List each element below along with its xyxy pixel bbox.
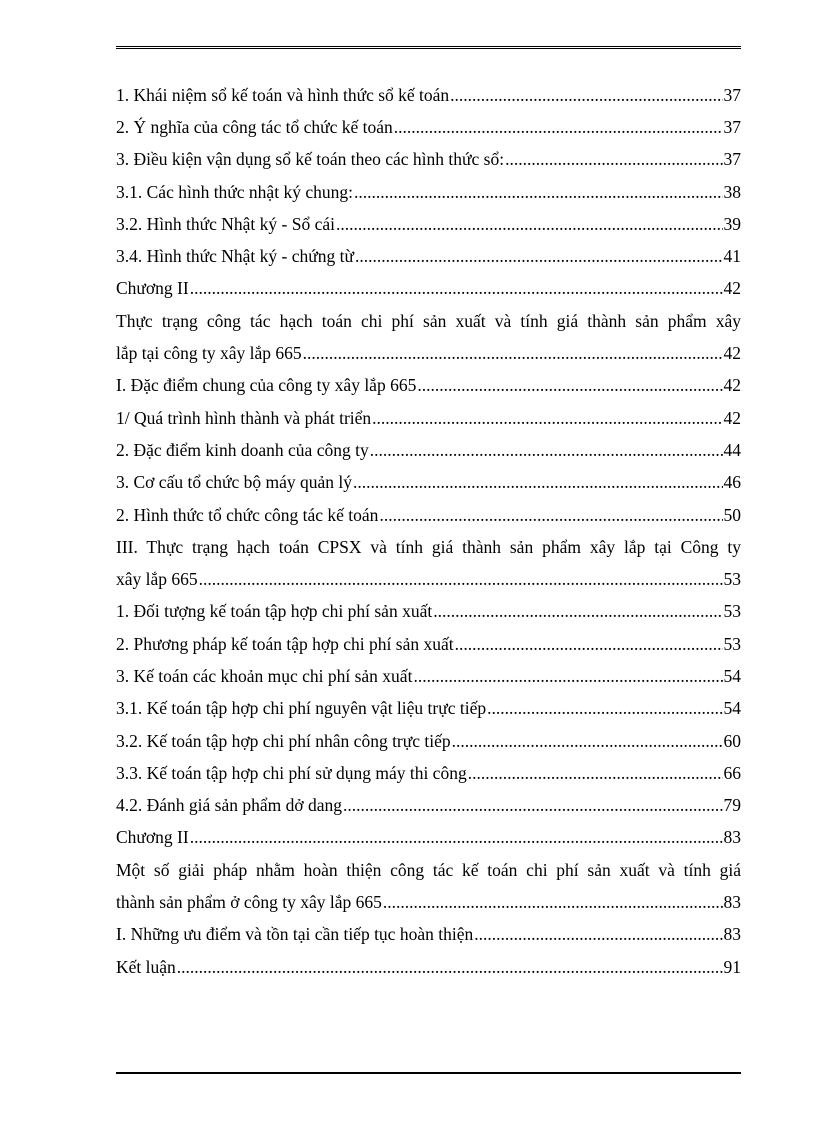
toc-leader-dots bbox=[303, 343, 723, 364]
toc-leader-dots bbox=[394, 117, 723, 138]
toc-entry-wrapped bbox=[116, 854, 741, 886]
toc-entry-page: 42 bbox=[723, 343, 741, 364]
toc-entry-page: 46 bbox=[723, 472, 741, 493]
toc-entry-wrapped bbox=[116, 531, 741, 563]
toc-entry-wrapped bbox=[116, 305, 741, 337]
toc-entry-page: 42 bbox=[723, 407, 741, 428]
toc-leader-dots bbox=[452, 731, 723, 752]
toc-entry bbox=[116, 337, 741, 369]
toc-entry-page: 44 bbox=[723, 439, 741, 460]
toc-entry-label: xây lắp 665 bbox=[116, 569, 198, 590]
toc-entry-label: 3. Kế toán các khoản mục chi phí sản xuất bbox=[116, 665, 413, 686]
toc-entry-page: 50 bbox=[723, 504, 741, 525]
toc-leader-dots bbox=[474, 924, 722, 945]
toc-leader-dots bbox=[355, 246, 723, 267]
toc-entry bbox=[116, 693, 741, 725]
toc-entry-page: 60 bbox=[723, 730, 741, 751]
toc-entry bbox=[116, 240, 741, 272]
toc-entry-label: 3. Điều kiện vận dụng sổ kế toán theo các hình thức sổ: bbox=[116, 149, 505, 170]
toc-leader-dots bbox=[354, 182, 723, 203]
toc-entry-page: 83 bbox=[723, 892, 741, 913]
toc-entry-page: 79 bbox=[723, 795, 741, 816]
toc-entry-label: 1. Khái niệm sổ kế toán và hình thức sổ kế toán bbox=[116, 84, 450, 105]
toc-entry-page: 42 bbox=[723, 278, 741, 299]
toc-entry-label: 2. Đặc điểm kinh doanh của công ty bbox=[116, 439, 369, 460]
toc-entry-page: 37 bbox=[723, 84, 741, 105]
toc-entry-page: 66 bbox=[723, 762, 741, 783]
toc-entry-page: 41 bbox=[723, 246, 741, 267]
toc-entry bbox=[116, 660, 741, 692]
toc-entry bbox=[116, 144, 741, 176]
toc-entry-page: 83 bbox=[723, 827, 741, 848]
toc-entry-page: 54 bbox=[723, 665, 741, 686]
toc-entry bbox=[116, 563, 741, 595]
toc-entry-page: 53 bbox=[723, 601, 741, 622]
toc-leader-dots bbox=[336, 214, 723, 235]
toc-leader-dots bbox=[433, 601, 722, 622]
toc-entry-page: 37 bbox=[723, 116, 741, 137]
toc-entry-label: Một số giải pháp nhằm hoàn thiện công tác kế toán chi phí sản xuất và tính giá bbox=[116, 859, 741, 880]
toc-entry bbox=[116, 790, 741, 822]
toc-entry-label: 3.2. Hình thức Nhật ký - Sổ cái bbox=[116, 213, 335, 234]
toc-entry-label: 3.2. Kế toán tập hợp chi phí nhân công trực tiếp bbox=[116, 730, 451, 751]
toc-entry-label: 2. Ý nghĩa của công tác tổ chức kế toán bbox=[116, 116, 393, 137]
toc-entry bbox=[116, 628, 741, 660]
toc-leader-dots bbox=[199, 569, 723, 590]
toc-entry-page: 37 bbox=[723, 149, 741, 170]
toc-leader-dots bbox=[177, 957, 723, 978]
toc-entry-label: lắp tại công ty xây lắp 665 bbox=[116, 343, 302, 364]
toc-entry-label: I. Những ưu điểm và tồn tại cần tiếp tục hoàn thiện bbox=[116, 924, 474, 945]
header-rule bbox=[116, 46, 741, 49]
toc-leader-dots bbox=[190, 827, 723, 848]
toc-entry-label: 1/ Quá trình hình thành và phát triển bbox=[116, 407, 372, 428]
toc-entry bbox=[116, 111, 741, 143]
toc-entry-label: Chương II bbox=[116, 827, 189, 848]
toc-entry-label: 3. Cơ cấu tổ chức bộ máy quản lý bbox=[116, 472, 352, 493]
toc-entry bbox=[116, 951, 741, 983]
toc-leader-dots bbox=[450, 85, 722, 106]
toc-entry-page: 39 bbox=[723, 213, 741, 234]
toc-leader-dots bbox=[487, 698, 722, 719]
toc-entry bbox=[116, 467, 741, 499]
toc-entry-label: I. Đặc điểm chung của công ty xây lắp 665 bbox=[116, 375, 417, 396]
toc-entry-label: Thực trạng công tác hạch toán chi phí sản xuất và tính giá thành sản phẩm xây bbox=[116, 310, 741, 331]
toc-leader-dots bbox=[370, 440, 723, 461]
toc-leader-dots bbox=[372, 408, 722, 429]
toc-entry-label: thành sản phẩm ở công ty xây lắp 665 bbox=[116, 892, 382, 913]
toc-leader-dots bbox=[383, 892, 723, 913]
toc-entry-label: Chương II bbox=[116, 278, 189, 299]
toc-leader-dots bbox=[190, 278, 723, 299]
toc-entry-label: 3.1. Kế toán tập hợp chi phí nguyên vật liệu trực tiếp bbox=[116, 698, 487, 719]
toc-entry-label: 2. Phương pháp kế toán tập hợp chi phí sản xuất bbox=[116, 633, 454, 654]
toc-entry-label: 3.3. Kế toán tập hợp chi phí sử dụng máy thi công bbox=[116, 762, 467, 783]
toc-entry-page: 38 bbox=[723, 181, 741, 202]
toc-entry-label: 1. Đối tượng kế toán tập hợp chi phí sản xuất bbox=[116, 601, 433, 622]
toc-entry-label: III. Thực trạng hạch toán CPSX và tính giá thành sản phẩm xây lắp tại Công ty bbox=[116, 536, 741, 557]
toc-entry bbox=[116, 79, 741, 111]
toc-entry bbox=[116, 273, 741, 305]
toc-entry bbox=[116, 886, 741, 918]
toc-entry bbox=[116, 919, 741, 951]
toc-entry-label: Kết luận bbox=[116, 956, 176, 977]
toc-entry bbox=[116, 499, 741, 531]
toc-entry bbox=[116, 757, 741, 789]
toc-entry-page: 53 bbox=[723, 569, 741, 590]
toc-entry bbox=[116, 208, 741, 240]
toc-entry bbox=[116, 725, 741, 757]
toc-entry-label: 3.1. Các hình thức nhật ký chung: bbox=[116, 181, 353, 202]
toc-leader-dots bbox=[343, 795, 722, 816]
toc-entry-page: 91 bbox=[723, 956, 741, 977]
toc-leader-dots bbox=[505, 149, 722, 170]
toc-leader-dots bbox=[353, 472, 723, 493]
toc-entry-page: 54 bbox=[723, 698, 741, 719]
toc-leader-dots bbox=[455, 634, 723, 655]
toc-leader-dots bbox=[413, 666, 722, 687]
toc-entry-page: 53 bbox=[723, 633, 741, 654]
toc-entry bbox=[116, 370, 741, 402]
toc-leader-dots bbox=[379, 505, 722, 526]
toc-entry bbox=[116, 176, 741, 208]
footer-rule bbox=[116, 1072, 741, 1074]
toc-entry bbox=[116, 434, 741, 466]
toc-leader-dots bbox=[468, 763, 723, 784]
toc-entry bbox=[116, 822, 741, 854]
table-of-contents bbox=[116, 79, 741, 983]
toc-entry-label: 2. Hình thức tổ chức công tác kế toán bbox=[116, 504, 379, 525]
toc-entry-page: 83 bbox=[723, 924, 741, 945]
toc-entry bbox=[116, 402, 741, 434]
toc-entry-page: 42 bbox=[723, 375, 741, 396]
toc-leader-dots bbox=[417, 375, 722, 396]
toc-entry bbox=[116, 596, 741, 628]
toc-entry-label: 3.4. Hình thức Nhật ký - chứng từ bbox=[116, 246, 354, 267]
toc-entry-label: 4.2. Đánh giá sản phẩm dở dang bbox=[116, 795, 343, 816]
